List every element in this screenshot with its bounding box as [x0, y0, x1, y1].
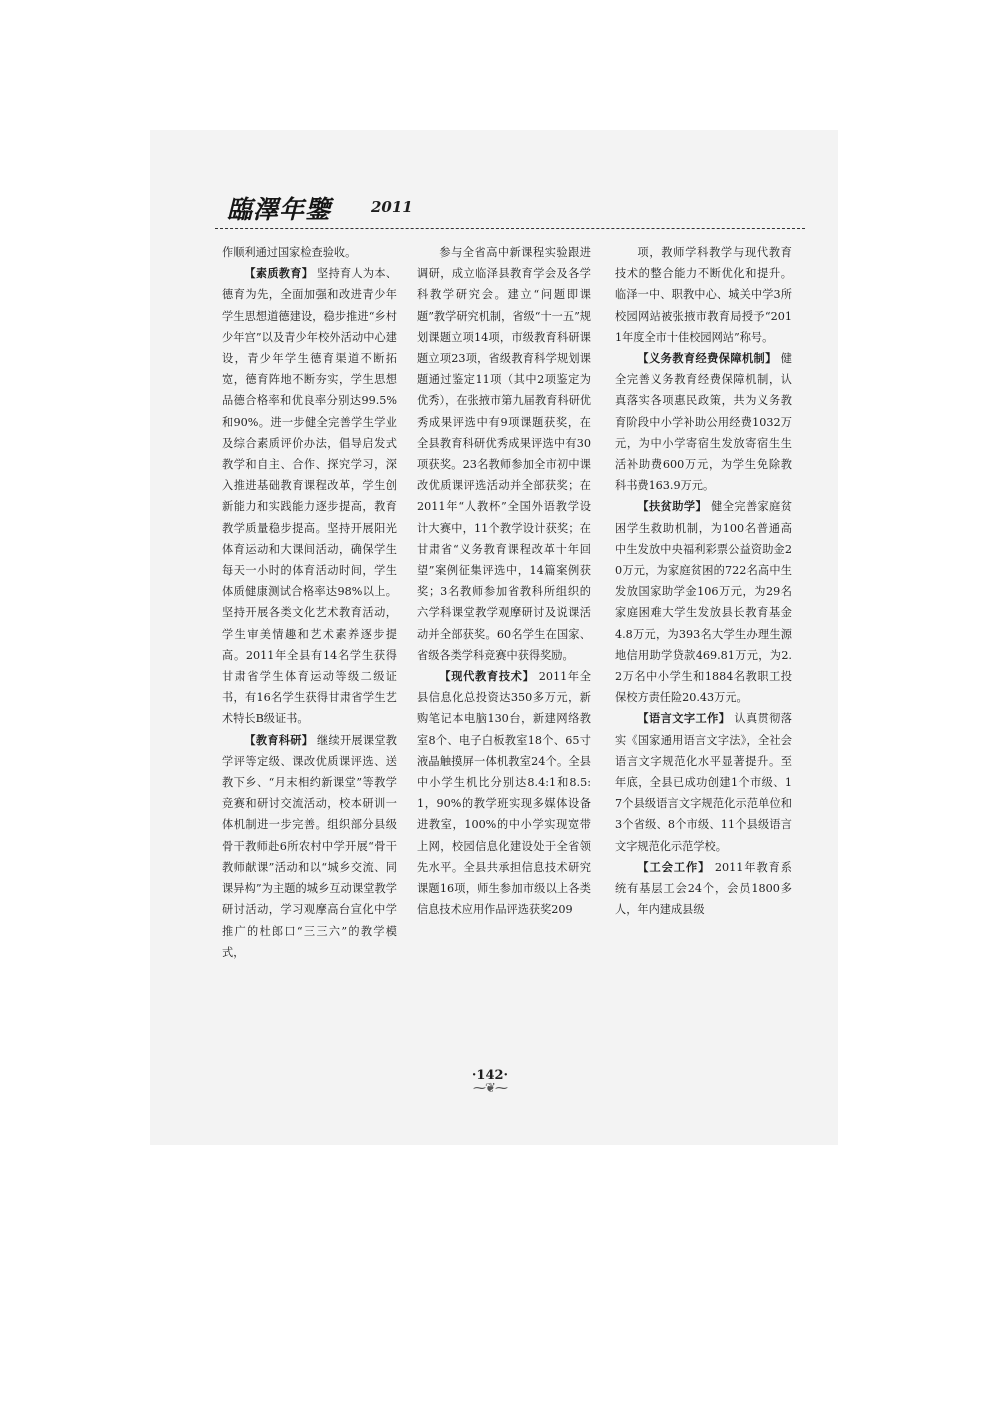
yearbook-logo: 臨澤年鑒 — [227, 195, 332, 224]
section-heading: 【素质教育】 — [244, 267, 314, 281]
ornament-icon: ⁓❦⁓ — [473, 1081, 507, 1096]
paragraph-text: 2011年全县信息化总投资达350多万元，新购笔记本电脑130台，新建网络教室8个、电子白板教室18个、65寸液晶触摸屏一体机教室24个。全县中小学生机比分别达8.4:1和8.5:1，90%的教学班实现多媒体设备进教室，100%的中小学实现宽带上网，校园信息化建设处于全省领先水平。全县共承担信息技术研究课题16项，师生参加市级以上各类信息技术应用作品评选获奖209 — [417, 670, 591, 917]
paragraph-text: 参与全省高中新课程实验跟进调研，成立临泽县教育学会及各学科教学研究会。建立“问题即课题”教学研究机制，省级“十一五”规划课题立项14项，市级教育科研课题立项23项，省级教育科学规划课题通过鉴定11项（其中2项鉴定为优秀），在张掖市第九届教育科研优秀成果评选中有9项课题获奖，在全县教育科研优秀成果评选中有30项获奖。23名教师参加全市初中课改优质课评选活动并全部获奖；在2011年“人教杯”全国外语教学设计大赛中，11个教学设计获奖；在甘肃省“义务教育课程改革十年回望”案例征集评选中，14篇案例获奖；3名教师参加省教科所组织的六学科课堂教学观摩研讨及说课活动并全部获奖。60名学生在国家、省级各类学科竞赛中获得奖励。 — [417, 246, 591, 662]
paragraph-text: 健全完善义务教育经费保障机制，认真落实各项惠民政策，共为义务教育阶段中小学补助公用经费1032万元，为中小学寄宿生发放寄宿生生活补助费600万元，为学生免除教科书费163.9万元。 — [615, 352, 792, 493]
paragraph — [615, 857, 792, 921]
text-column-2 — [417, 242, 591, 921]
paragraph — [615, 348, 792, 496]
page-number: ·142· — [471, 1068, 509, 1083]
section-heading: 【工会工作】 — [637, 860, 711, 874]
section-heading: 【现代教育技术】 — [439, 670, 535, 684]
header-divider — [215, 228, 805, 229]
paragraph — [417, 666, 591, 920]
paragraph — [222, 730, 397, 963]
paragraph-text: 认真贯彻落实《国家通用语言文字法》，全社会语言文字规范化水平显著提升。至年底，全县已成功创建1个市级、17个县级语言文字规范化示范单位和3个省级、8个市级、11个县级语言文字规范化示范学校。 — [615, 712, 792, 853]
section-heading: 【扶贫助学】 — [637, 500, 708, 514]
paragraph — [615, 708, 792, 856]
paragraph-text: 作顺利通过国家检查验收。 — [222, 246, 357, 259]
paragraph — [615, 496, 792, 708]
paragraph-text: 坚持育人为本、德育为先，全面加强和改进青少年学生思想道德建设，稳步推进“乡村少年宫”以及青少年校外活动中心建设，青少年学生德育渠道不断拓宽，德育阵地不断夯实，学生思想品德合格率和优良率分别达99.5%和90%。进一步健全完善学生学业及综合素质评价办法，倡导启发式教学和自主、合作、探究学习，深入推进基础教育课程改革，学生创新能力和实践能力逐步提高，教育教学质量稳步提高。坚持开展阳光体育运动和大课间活动，确保学生每天一小时的体育活动时间，学生体质健康测试合格率达98%以上。坚持开展各类文化艺术教育活动，学生审美情趣和艺术素养逐步提高。2011年全县有14名学生获得甘肃省学生体育运动等级二级证书，有16名学生获得甘肃省学生艺术特长B级证书。 — [222, 267, 397, 726]
page-footer — [430, 1068, 550, 1095]
paragraph-text: 继续开展课堂教学评等定级、课改优质课评选、送教下乡、“月末相约新课堂”等教学竞赛和研讨交流活动，校本研训一体机制进一步完善。组织部分县级骨干教师赴6所农村中学开展“骨干教师献课”活动和以“城乡交流、同课异构”为主题的城乡互动课堂教学研讨活动，学习观摩高台宣化中学推广的杜郎口“三三六”的教学模式， — [222, 733, 397, 959]
section-heading: 【义务教育经费保障机制】 — [637, 352, 777, 366]
paragraph — [417, 242, 591, 666]
paragraph-text: 项，教师学科教学与现代教育技术的整合能力不断优化和提升。临泽一中、职教中心、城关中学3所校园网站被张掖市教育局授予“2011年度全市十佳校园网站”称号。 — [615, 246, 792, 344]
paragraph — [615, 242, 792, 348]
section-heading: 【教育科研】 — [244, 733, 314, 747]
text-column-3 — [615, 242, 792, 921]
section-heading: 【语言文字工作】 — [637, 712, 731, 726]
paragraph — [222, 263, 397, 729]
page-header — [215, 186, 805, 236]
paragraph — [222, 242, 397, 263]
header-year: 2011 — [371, 198, 413, 216]
text-column-1 — [222, 242, 397, 963]
paragraph-text: 健全完善家庭贫困学生救助机制，为100名普通高中生发放中央福利彩票公益资助金20万元，为家庭贫困的722名高中生发放国家助学金106万元，为29名家庭困难大学生发放县长教育基金4.8万元，为393名大学生办理生源地信用助学贷款469.81万元，为2.2万名中小学生和1884名教职工投保校方责任险20.43万元。 — [615, 500, 792, 705]
paragraph-text: 2011年教育系统有基层工会24个，会员1800多人，年内建成县级 — [615, 860, 792, 917]
